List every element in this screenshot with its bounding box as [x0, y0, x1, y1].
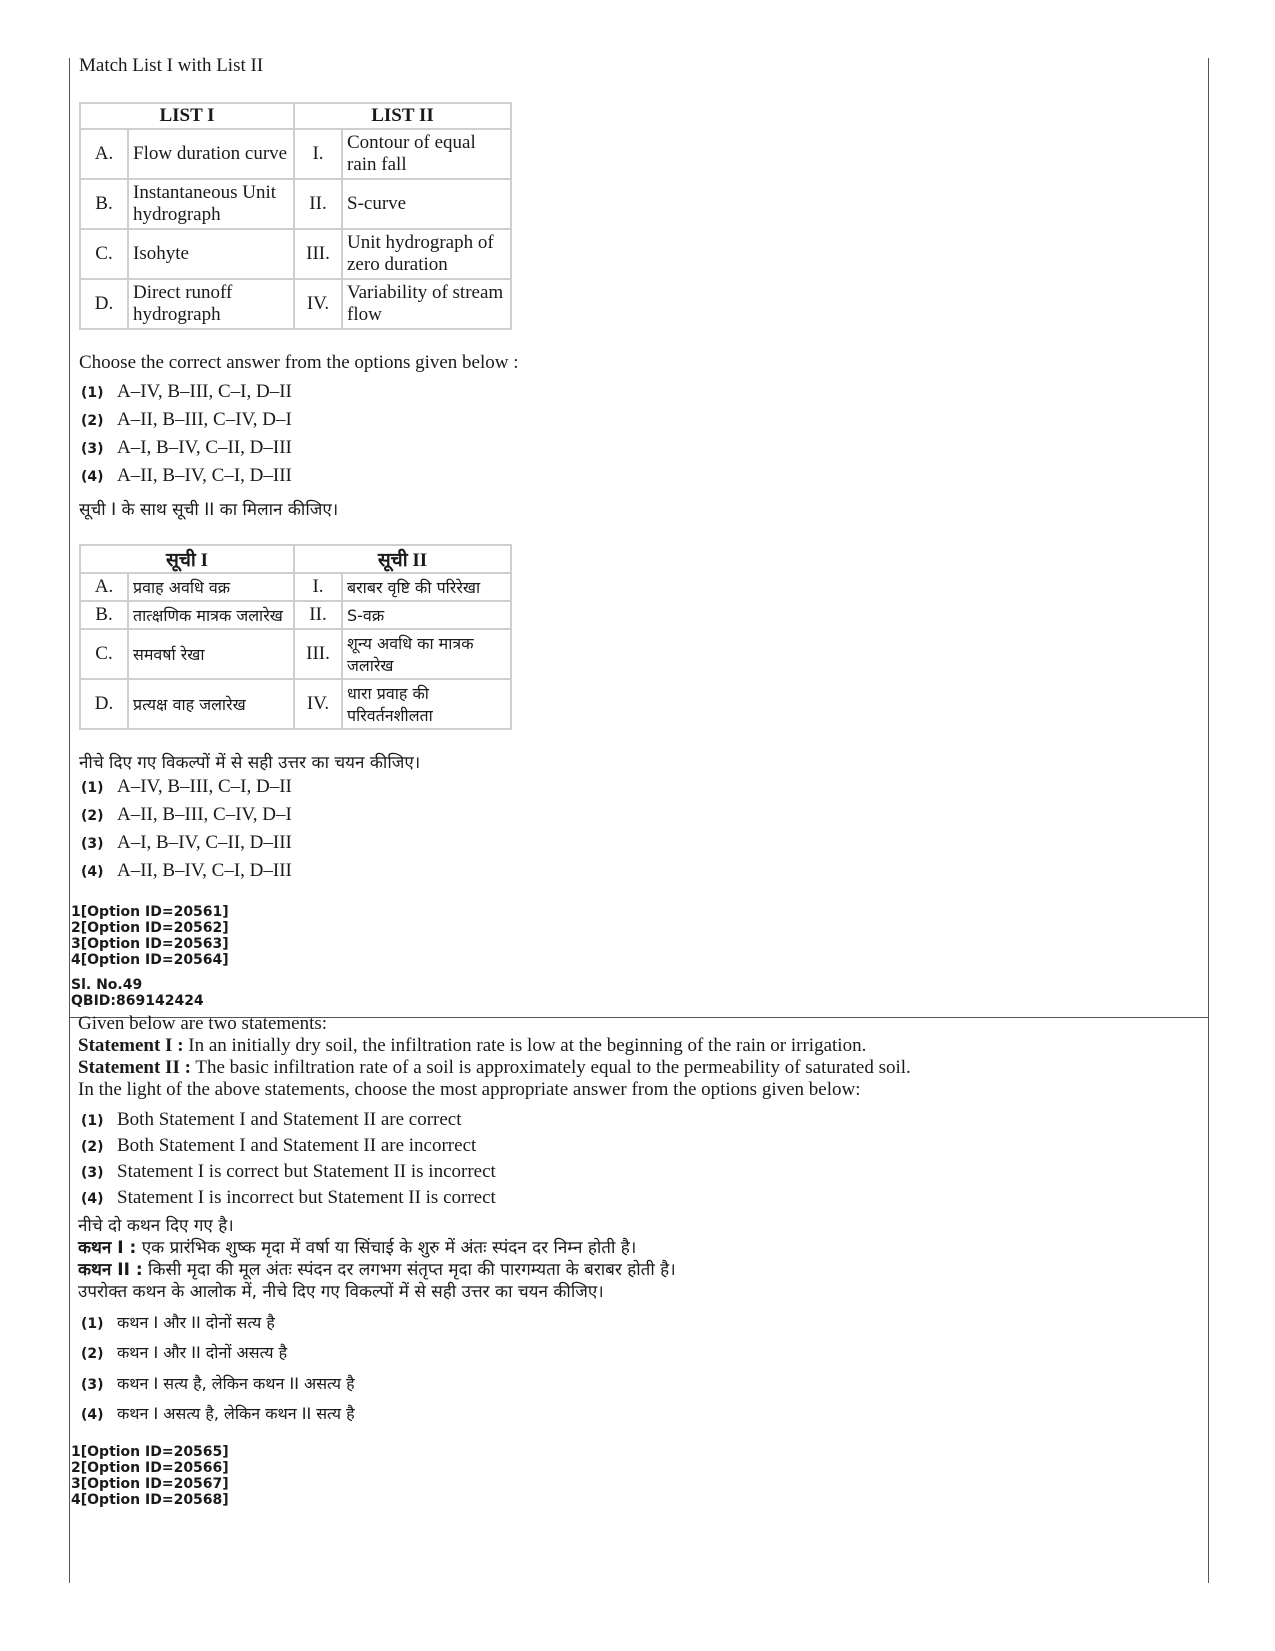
table-cell: Isohyte — [128, 229, 294, 279]
table-cell: C. — [80, 229, 128, 279]
q49-statement-1-hi — [78, 1237, 1198, 1259]
q48-match-table-hi — [79, 544, 512, 730]
table-cell: B. — [80, 179, 128, 229]
option-number: (3) — [81, 1165, 104, 1181]
option-text: कथन I और II दोनों असत्य है — [117, 1343, 288, 1362]
serial-number: Sl. No.49 — [71, 977, 143, 993]
option-number: (2) — [81, 1346, 104, 1362]
option-text: A–II, B–III, C–IV, D–I — [117, 409, 292, 430]
table-cell: समवर्षा रेखा — [128, 629, 294, 679]
statement-label: कथन II : — [78, 1260, 143, 1280]
table-cell: A. — [80, 129, 128, 179]
table-cell: I. — [294, 129, 342, 179]
statement-label: Statement II : — [78, 1057, 191, 1078]
option-text: कथन I और II दोनों सत्य है — [117, 1313, 275, 1332]
option-number: (4) — [81, 864, 104, 880]
q48-option-hi-3[interactable] — [81, 832, 292, 854]
option-text: Statement I is correct but Statement II is incorrect — [117, 1161, 496, 1182]
q49-option-hi-3[interactable] — [81, 1372, 355, 1394]
statement-text: In an initially dry soil, the infiltration rate is low at the beginning of the rain or irrigation. — [183, 1035, 867, 1056]
statement-text: एक प्रारंभिक शुष्क मृदा में वर्षा या सिंचाई के शुरु में अंतः स्पंदन दर निम्न होती है। — [136, 1238, 637, 1258]
option-text: कथन I सत्य है, लेकिन कथन II असत्य है — [117, 1374, 355, 1393]
q49-intro-en: Given below are two statements: — [78, 1013, 328, 1034]
table-header-list1: LIST I — [80, 103, 294, 129]
option-id: 4[Option ID=20568] — [71, 1492, 229, 1508]
q48-option-hi-2[interactable] — [81, 804, 292, 826]
q49-option-en-4[interactable] — [81, 1187, 496, 1209]
table-cell: Unit hydrograph of zero duration — [342, 229, 511, 279]
table-cell: D. — [80, 679, 128, 729]
qbid: QBID:869142424 — [71, 993, 204, 1009]
option-id: 1[Option ID=20561] — [71, 904, 229, 920]
option-number: (4) — [81, 1407, 104, 1423]
table-cell: I. — [294, 573, 342, 601]
option-text: A–II, B–III, C–IV, D–I — [117, 804, 292, 825]
table-cell: प्रत्यक्ष वाह जलारेख — [128, 679, 294, 729]
option-number: (1) — [81, 385, 104, 401]
option-text: A–II, B–IV, C–I, D–III — [117, 860, 292, 881]
q49-header — [71, 977, 204, 1009]
q49-option-ids — [71, 1444, 229, 1508]
table-cell: प्रवाह अवधि वक्र — [128, 573, 294, 601]
option-number: (1) — [81, 1316, 104, 1332]
option-number: (2) — [81, 1139, 104, 1155]
table-cell: II. — [294, 601, 342, 629]
option-number: (4) — [81, 469, 104, 485]
statement-label: कथन I : — [78, 1238, 137, 1258]
option-text: A–IV, B–III, C–I, D–II — [117, 776, 292, 797]
table-header-list2: सूची II — [294, 545, 511, 573]
option-number: (2) — [81, 808, 104, 824]
q49-statement-2-en — [78, 1057, 1198, 1079]
q49-light-en: In the light of the above statements, choose the most appropriate answer from the options given below: — [78, 1079, 861, 1100]
option-text: A–I, B–IV, C–II, D–III — [117, 437, 292, 458]
q49-option-hi-1[interactable] — [81, 1311, 275, 1333]
q48-option-en-4[interactable] — [81, 465, 292, 487]
option-id: 3[Option ID=20563] — [71, 936, 229, 952]
table-cell: II. — [294, 179, 342, 229]
table-cell: B. — [80, 601, 128, 629]
table-cell: Variability of stream flow — [342, 279, 511, 329]
q49-statement-1-en — [78, 1035, 1198, 1057]
table-cell: D. — [80, 279, 128, 329]
option-text: A–II, B–IV, C–I, D–III — [117, 465, 292, 486]
q49-option-hi-4[interactable] — [81, 1402, 355, 1424]
option-text: A–IV, B–III, C–I, D–II — [117, 381, 292, 402]
option-id: 4[Option ID=20564] — [71, 952, 229, 968]
option-number: (4) — [81, 1191, 104, 1207]
option-number: (1) — [81, 780, 104, 796]
statement-text: The basic infiltration rate of a soil is approximately equal to the permeability of saturated soil. — [190, 1057, 911, 1078]
table-cell: IV. — [294, 279, 342, 329]
statement-text: किसी मृदा की मूल अंतः स्पंदन दर लगभग संतृप्त मृदा की पारगम्यता के बराबर होती है। — [142, 1260, 676, 1280]
q48-option-hi-4[interactable] — [81, 860, 292, 882]
q49-option-en-2[interactable] — [81, 1135, 476, 1157]
option-id: 2[Option ID=20566] — [71, 1460, 229, 1476]
table-cell: Instantaneous Unit hydrograph — [128, 179, 294, 229]
table-cell: धारा प्रवाह की परिवर्तनशीलता — [342, 679, 511, 729]
q48-choose-en: Choose the correct answer from the options given below : — [79, 352, 519, 373]
option-text: कथन I असत्य है, लेकिन कथन II सत्य है — [117, 1404, 355, 1423]
option-number: (2) — [81, 413, 104, 429]
table-header-list1: सूची I — [80, 545, 294, 573]
table-cell: S-वक्र — [342, 601, 511, 629]
table-cell: III. — [294, 229, 342, 279]
table-header-list2: LIST II — [294, 103, 511, 129]
q49-light-hi: उपरोक्त कथन के आलोक में, नीचे दिए गए विकल्पों में से सही उत्तर का चयन कीजिए। — [78, 1282, 604, 1302]
q48-match-table-en — [79, 102, 512, 330]
q48-option-hi-1[interactable] — [81, 776, 292, 798]
table-cell: S-curve — [342, 179, 511, 229]
table-cell: III. — [294, 629, 342, 679]
q49-option-en-3[interactable] — [81, 1161, 496, 1183]
option-text: Both Statement I and Statement II are correct — [117, 1109, 462, 1130]
option-text: A–I, B–IV, C–II, D–III — [117, 832, 292, 853]
option-number: (1) — [81, 1113, 104, 1129]
option-number: (3) — [81, 1377, 104, 1393]
table-cell: C. — [80, 629, 128, 679]
q49-stem-en — [78, 1013, 1198, 1101]
table-cell: A. — [80, 573, 128, 601]
option-id: 2[Option ID=20562] — [71, 920, 229, 936]
option-number: (3) — [81, 836, 104, 852]
option-text: Statement I is incorrect but Statement II is correct — [117, 1187, 496, 1208]
q48-option-ids — [71, 904, 229, 968]
table-cell: तात्क्षणिक मात्रक जलारेख — [128, 601, 294, 629]
q48-option-en-2[interactable] — [81, 409, 292, 431]
q49-option-en-1[interactable] — [81, 1109, 462, 1131]
q48-option-en-1[interactable] — [81, 381, 292, 403]
statement-label: Statement I : — [78, 1035, 184, 1056]
q48-intro-en: Match List I with List II — [79, 55, 264, 76]
q48-option-en-3[interactable] — [81, 437, 292, 459]
table-cell: Flow duration curve — [128, 129, 294, 179]
option-id: 3[Option ID=20567] — [71, 1476, 229, 1492]
q48-choose-hi: नीचे दिए गए विकल्पों में से सही उत्तर का चयन कीजिए। — [79, 753, 421, 773]
option-text: Both Statement I and Statement II are incorrect — [117, 1135, 477, 1156]
option-number: (3) — [81, 441, 104, 457]
q48-intro-hi: सूची I के साथ सूची II का मिलान कीजिए। — [79, 500, 339, 520]
q49-stem-hi — [78, 1215, 1198, 1303]
table-cell: Direct runoff hydrograph — [128, 279, 294, 329]
table-cell: Contour of equal rain fall — [342, 129, 511, 179]
table-cell: IV. — [294, 679, 342, 729]
option-id: 1[Option ID=20565] — [71, 1444, 229, 1460]
q49-option-hi-2[interactable] — [81, 1341, 287, 1363]
q49-statement-2-hi — [78, 1259, 1198, 1281]
table-cell: शून्य अवधि का मात्रक जलारेख — [342, 629, 511, 679]
table-cell: बराबर वृष्टि की परिरेखा — [342, 573, 511, 601]
q49-intro-hi: नीचे दो कथन दिए गए है। — [78, 1216, 234, 1236]
